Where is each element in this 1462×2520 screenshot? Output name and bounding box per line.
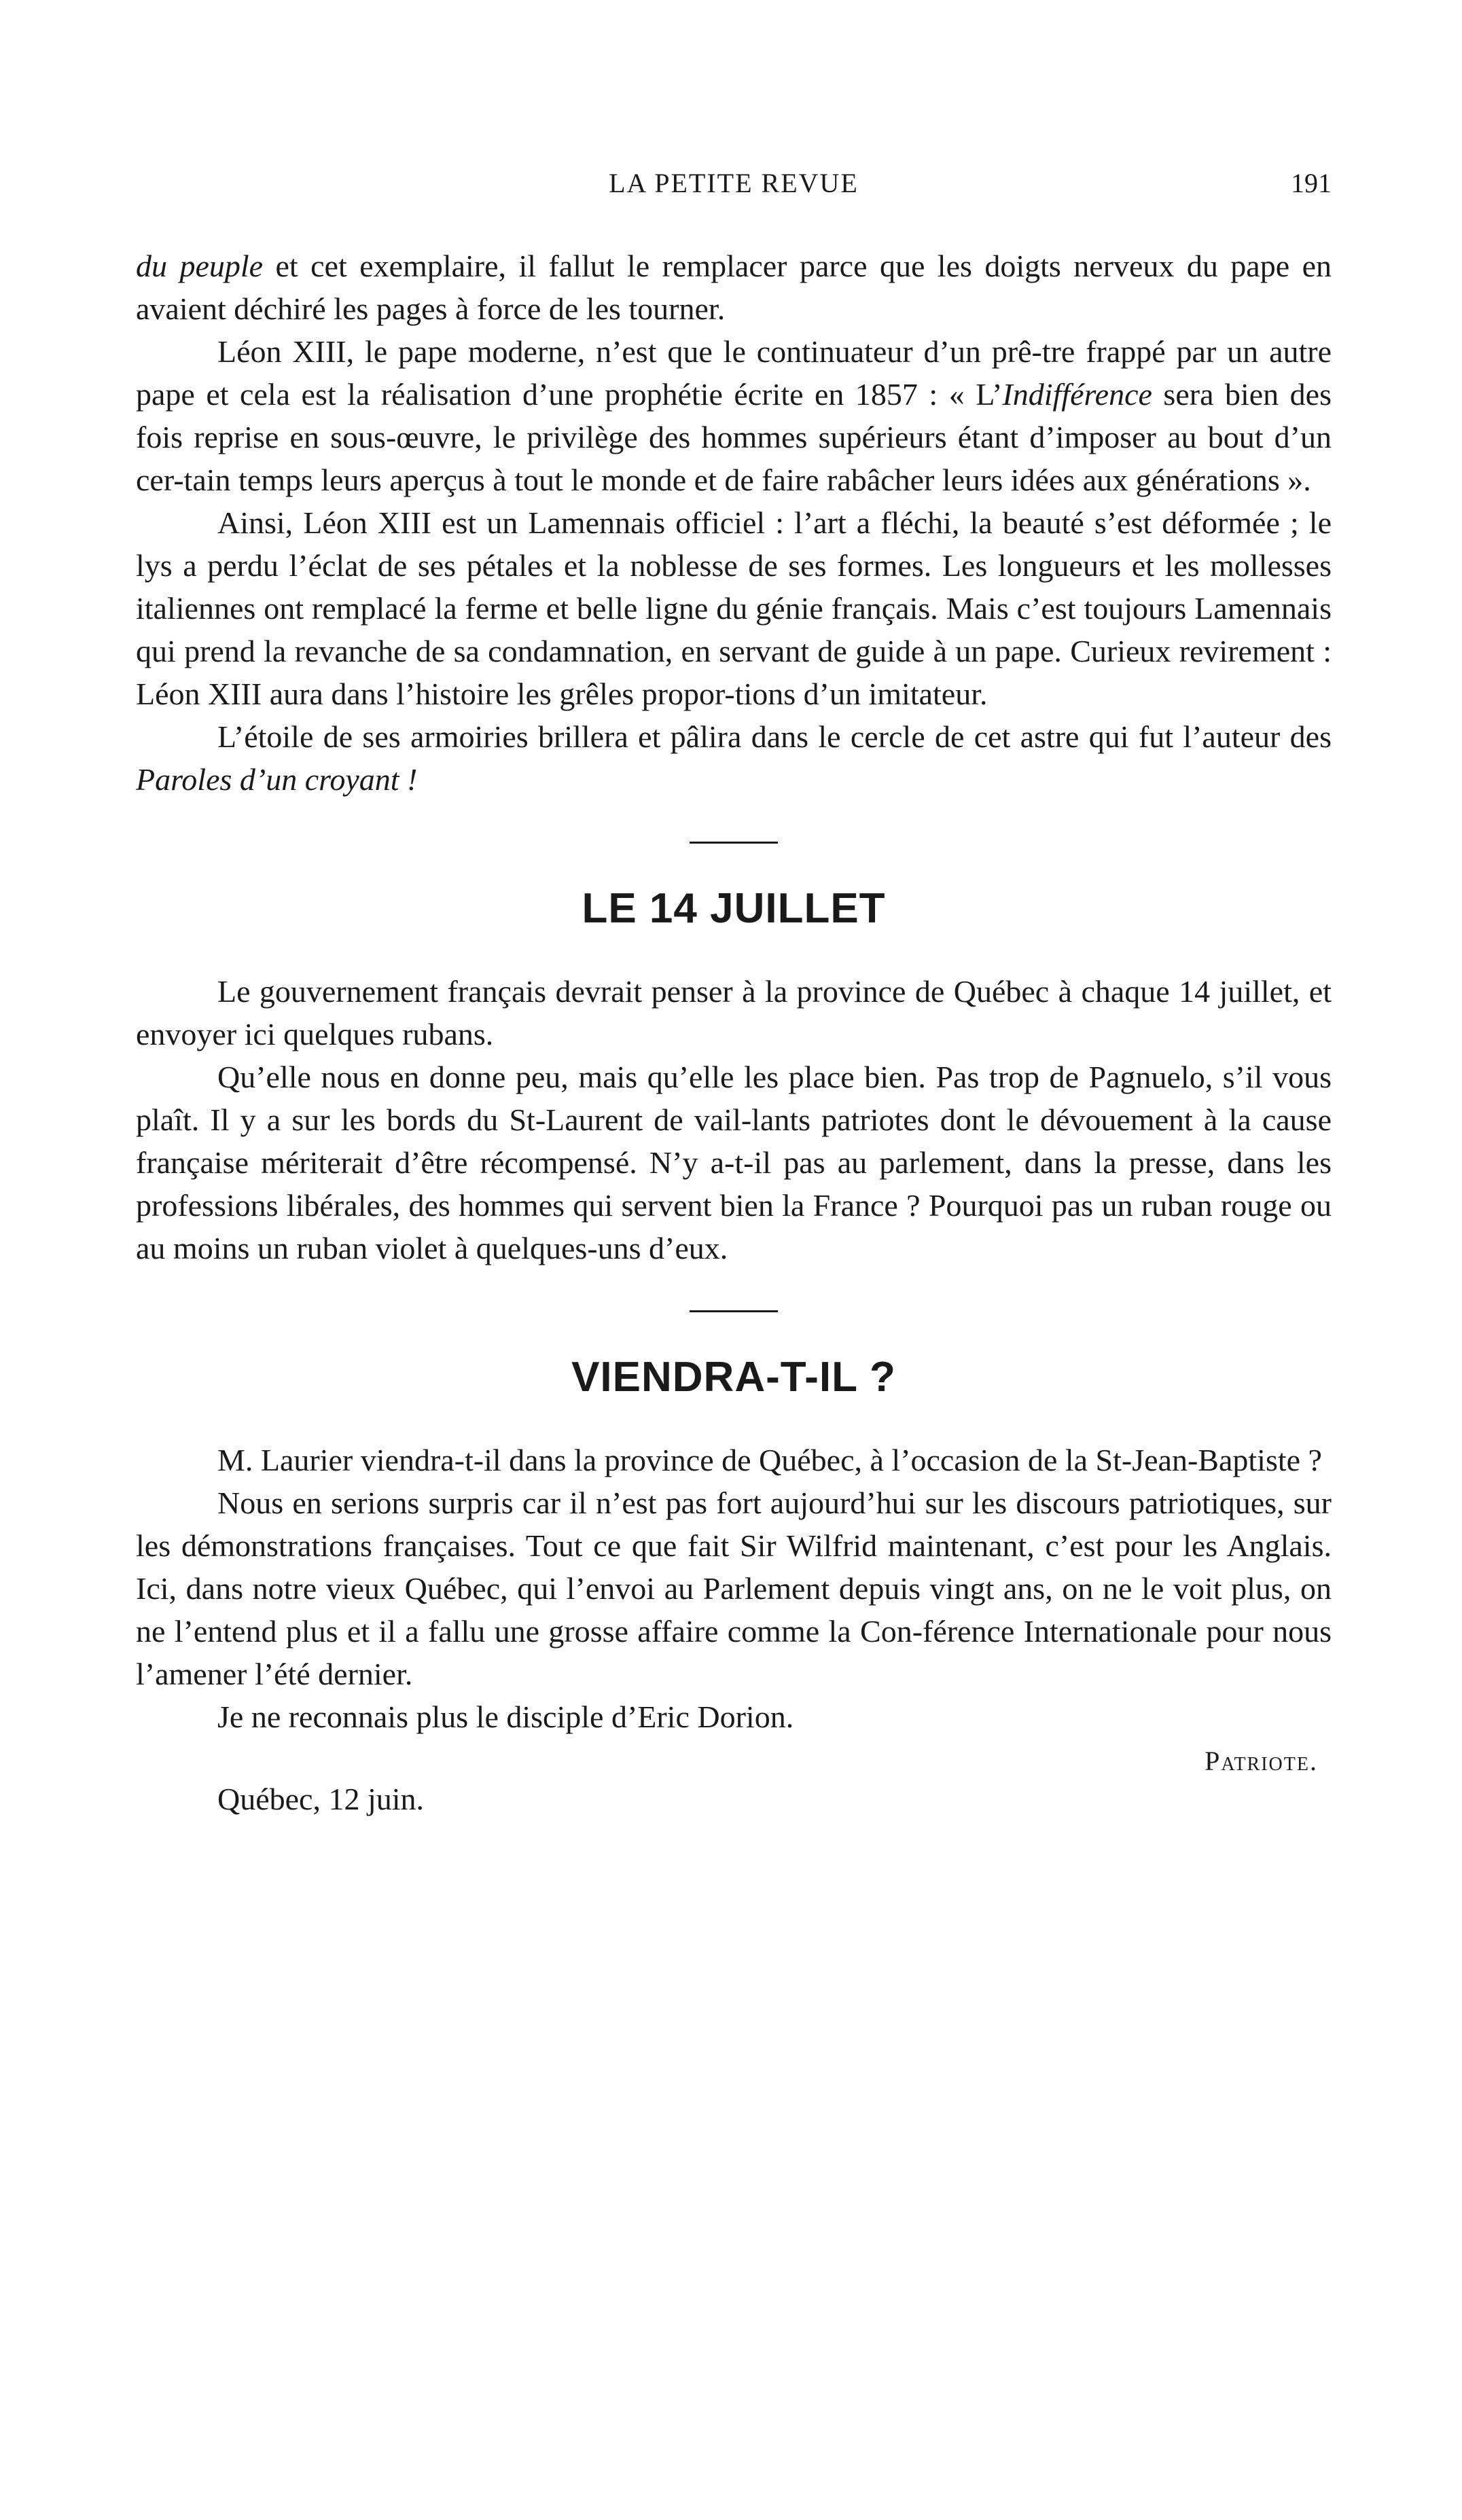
italic-text: Indifférence <box>1002 377 1152 412</box>
italic-text: du peuple <box>136 249 264 283</box>
section-divider <box>690 842 778 844</box>
running-title: LA PETITE REVUE <box>609 168 859 198</box>
intro-text <box>136 245 1332 801</box>
italic-text: Paroles d’un croyant ! <box>136 762 418 797</box>
page-number: 191 <box>1291 168 1332 198</box>
paragraph: Je ne reconnais plus le disciple d’Eric Dorion. <box>217 1699 794 1734</box>
paragraph-text: L’étoile de ses armoiries brillera et pâlira dans le cercle de cet astre qui fut l’auteur des <box>217 719 1332 754</box>
running-head <box>136 163 1332 211</box>
section-body <box>136 970 1332 1270</box>
paragraph-text: sera bien des fois reprise en sous-œuvre, le privilège des hommes supérieurs étant d’imposer au bout d’un cer-tain temps leurs aperçus à tout le monde et de faire rabâcher leurs idées aux générations ». <box>136 377 1332 497</box>
paragraph-text: Léon XIII, le pape moderne, n’est que le continuateur d’un prê-tre frappé par un autre pape et cela est la réalisation d’une prophétie écrite en 1857 : « L’ <box>136 334 1332 412</box>
paragraph <box>136 330 1332 501</box>
section-title: VIENDRA-T-IL ? <box>571 1354 896 1401</box>
paragraph: Ainsi, Léon XIII est un Lamennais officiel : l’art a fléchi, la beauté s’est déformée ; le lys a perdu l’éclat de ses pétales et la noblesse de ses formes. Les longueurs et les mollesses italiennes ont remplacé la ferme et belle ligne du génie français. Mais c’est toujours Lamennais qui prend la revanche de sa condamnation, en servant de guide à un pape. Curieux revirement : Léon XIII aura dans l’histoire les grêles propor-tions d’un imitateur. <box>136 505 1332 711</box>
paragraph: Le gouvernement français devrait penser à la province de Québec à chaque 14 juillet, et envoyer ici quelques rubans. <box>136 974 1332 1051</box>
paragraph: Qu’elle nous en donne peu, mais qu’elle les place bien. Pas trop de Pagnuelo, s’il vous plaît. Il y a sur les bords du St-Laurent de vail-lants patriotes dont le dévouement à la cause française mériterait d’être récompensé. N’y a-t-il pas au parlement, dans la presse, dans les professions libérales, des hommes qui servent bien la France ? Pourquoi pas un ruban rouge ou au moins un ruban violet à quelques-uns d’eux. <box>136 1060 1332 1265</box>
document-page <box>136 163 1332 1817</box>
section-title: LE 14 JUILLET <box>582 885 886 932</box>
paragraph-text: et cet exemplaire, il fallut le remplacer parce que les doigts nerveux du pape en avaient déchiré les pages à force de les tourner. <box>136 249 1332 326</box>
paragraph <box>136 715 1332 801</box>
paragraph: Nous en serions surpris car il n’est pas fort aujourd’hui sur les discours patriotiques, sur les démonstrations françaises. Tout ce que fait Sir Wilfrid maintenant, c’est pour les Anglais. Ici, dans notre vieux Québec, qui l’envoi au Parlement depuis vingt ans, on ne le voit plus, on ne l’entend plus et il a fallu une grosse affaire comme la Con-férence Internationale pour nous l’amener l’été dernier. <box>136 1486 1332 1691</box>
paragraph <box>136 245 1332 330</box>
dateline: Québec, 12 juin. <box>217 1782 425 1816</box>
section-body <box>136 1439 1332 1738</box>
signature: Patriote. <box>1205 1746 1318 1776</box>
paragraph: M. Laurier viendra-t-il dans la province de Québec, à l’occasion de la St-Jean-Baptiste ? <box>217 1443 1322 1477</box>
section-divider <box>690 1310 778 1312</box>
